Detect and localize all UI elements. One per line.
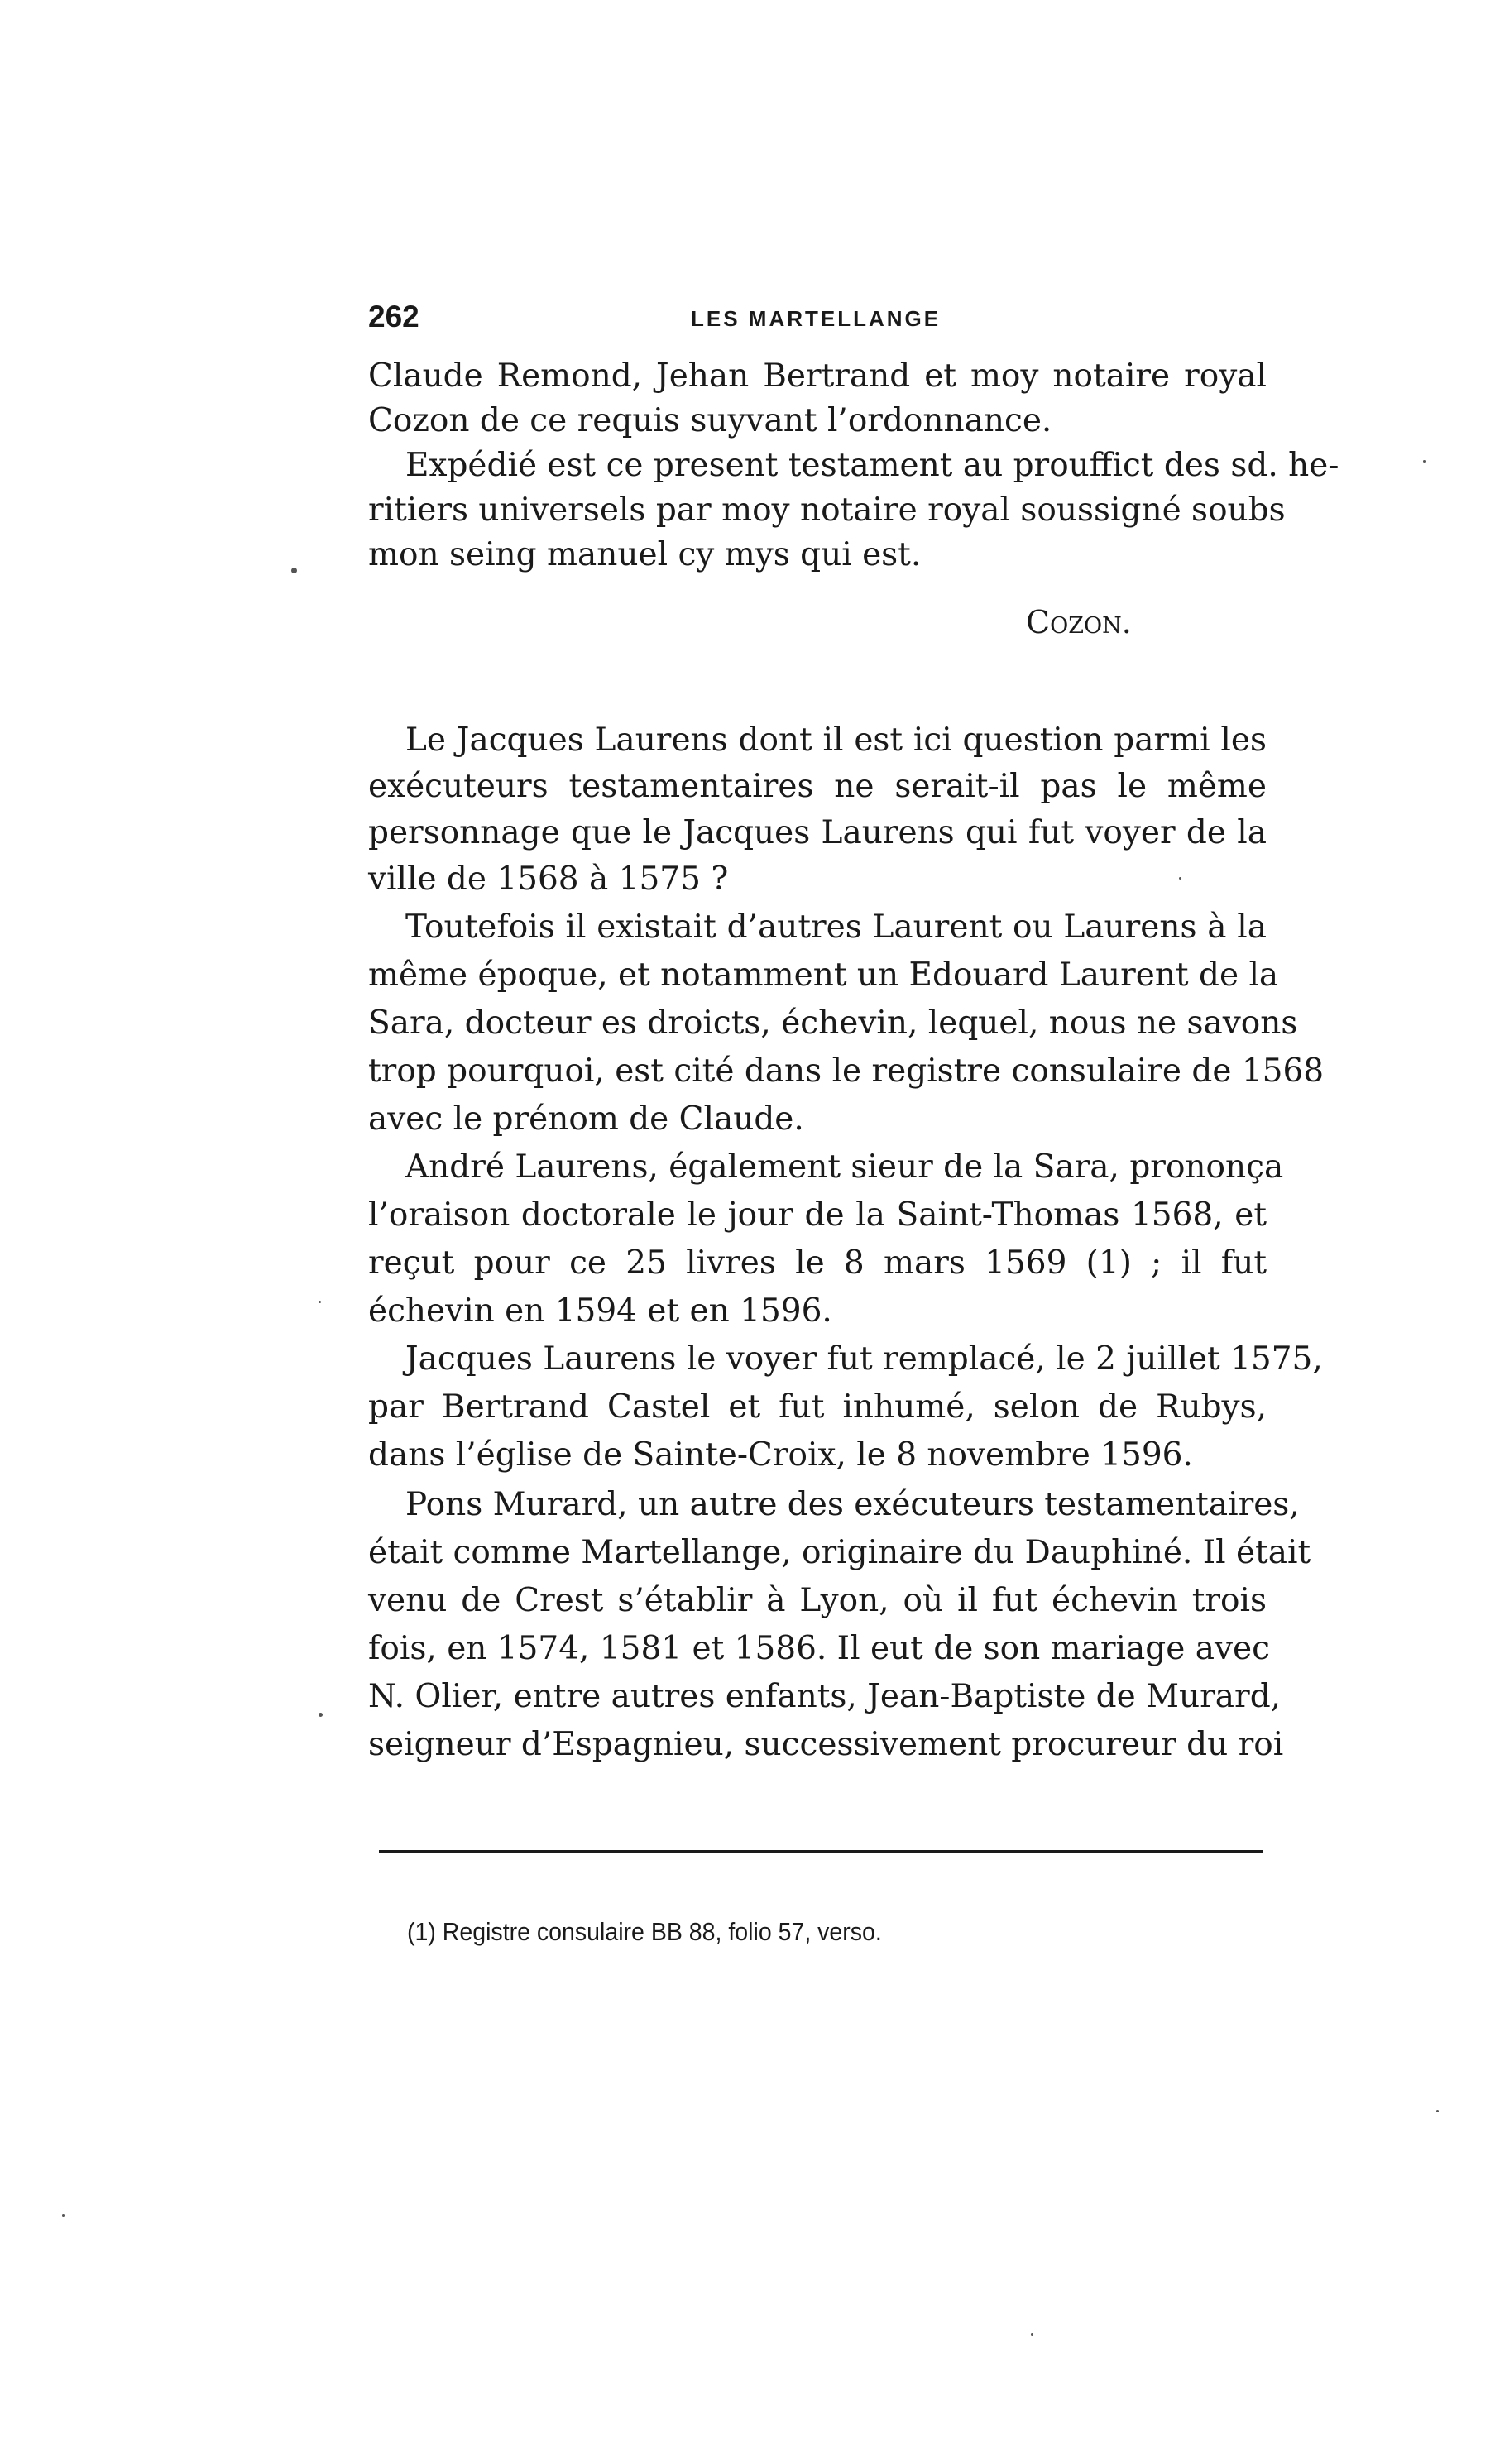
text-line: exécuteurs testamentaires ne serait-il pas le même (368, 768, 1267, 805)
signature: Cozon. (1026, 604, 1132, 640)
text-line: ritiers universels par moy notaire royal soussigné soubs (368, 491, 1286, 529)
scan-speck (319, 1713, 323, 1717)
text-line: Le Jacques Laurens dont il est ici question parmi les (405, 721, 1267, 759)
text-line: Claude Remond, Jehan Bertrand et moy notaire royal (368, 357, 1267, 395)
text-line: venu de Crest s’établir à Lyon, où il fut échevin trois (368, 1582, 1267, 1619)
text-line: fois, en 1574, 1581 et 1586. Il eut de son mariage avec (368, 1630, 1270, 1667)
text-line: Pons Murard, un autre des exécuteurs testamentaires, (405, 1486, 1300, 1523)
footnote-rule (379, 1850, 1263, 1853)
text-line: Jacques Laurens le voyer fut remplacé, le 2 juillet 1575, (405, 1340, 1323, 1378)
scan-speck (62, 2214, 65, 2217)
text-line: l’oraison doctorale le jour de la Saint-Thomas 1568, et (368, 1196, 1267, 1234)
scan-speck (1423, 460, 1426, 463)
text-line: avec le prénom de Claude. (368, 1100, 804, 1138)
text-line: Sara, docteur es droicts, échevin, lequel, nous ne savons (368, 1004, 1298, 1042)
footnote: (1) Registre consulaire BB 88, folio 57, verso. (407, 1917, 882, 1946)
scan-speck (1179, 877, 1181, 880)
page-number: 262 (368, 300, 419, 333)
text-line: Cozon de ce requis suyvant l’ordonnance. (368, 402, 1052, 439)
text-line: N. Olier, entre autres enfants, Jean-Baptiste de Murard, (368, 1678, 1282, 1715)
text-line: seigneur d’Espagnieu, successivement procureur du roi (368, 1726, 1284, 1763)
text-line: même époque, et notamment un Edouard Laurent de la (368, 956, 1279, 994)
page-header (368, 300, 1267, 336)
text-line: personnage que le Jacques Laurens qui fut voyer de la (368, 814, 1267, 851)
scan-speck (291, 568, 297, 573)
text-line: reçut pour ce 25 livres le 8 mars 1569 (1) ; il fut (368, 1244, 1267, 1282)
scan-speck (1031, 2333, 1033, 2336)
text-line: par Bertrand Castel et fut inhumé, selon de Rubys, (368, 1388, 1267, 1426)
text-line: échevin en 1594 et en 1596. (368, 1292, 832, 1330)
text-line: trop pourquoi, est cité dans le registre consulaire de 1568 (368, 1052, 1325, 1090)
running-title: LES MARTELLANGE (691, 306, 942, 331)
scan-speck (319, 1301, 321, 1303)
text-line: Toutefois il existait d’autres Laurent ou Laurens à la (405, 908, 1267, 946)
text-line: mon seing manuel cy mys qui est. (368, 536, 922, 573)
scan-speck (1436, 2110, 1439, 2112)
text-line: André Laurens, également sieur de la Sara, prononça (405, 1148, 1284, 1186)
text-line: Expédié est ce present testament au prouffict des sd. he- (405, 447, 1339, 484)
text-line: était comme Martellange, originaire du Dauphiné. Il était (368, 1534, 1311, 1571)
text-line: dans l’église de Sainte-Croix, le 8 novembre 1596. (368, 1436, 1193, 1474)
text-line: ville de 1568 à 1575 ? (368, 860, 729, 898)
